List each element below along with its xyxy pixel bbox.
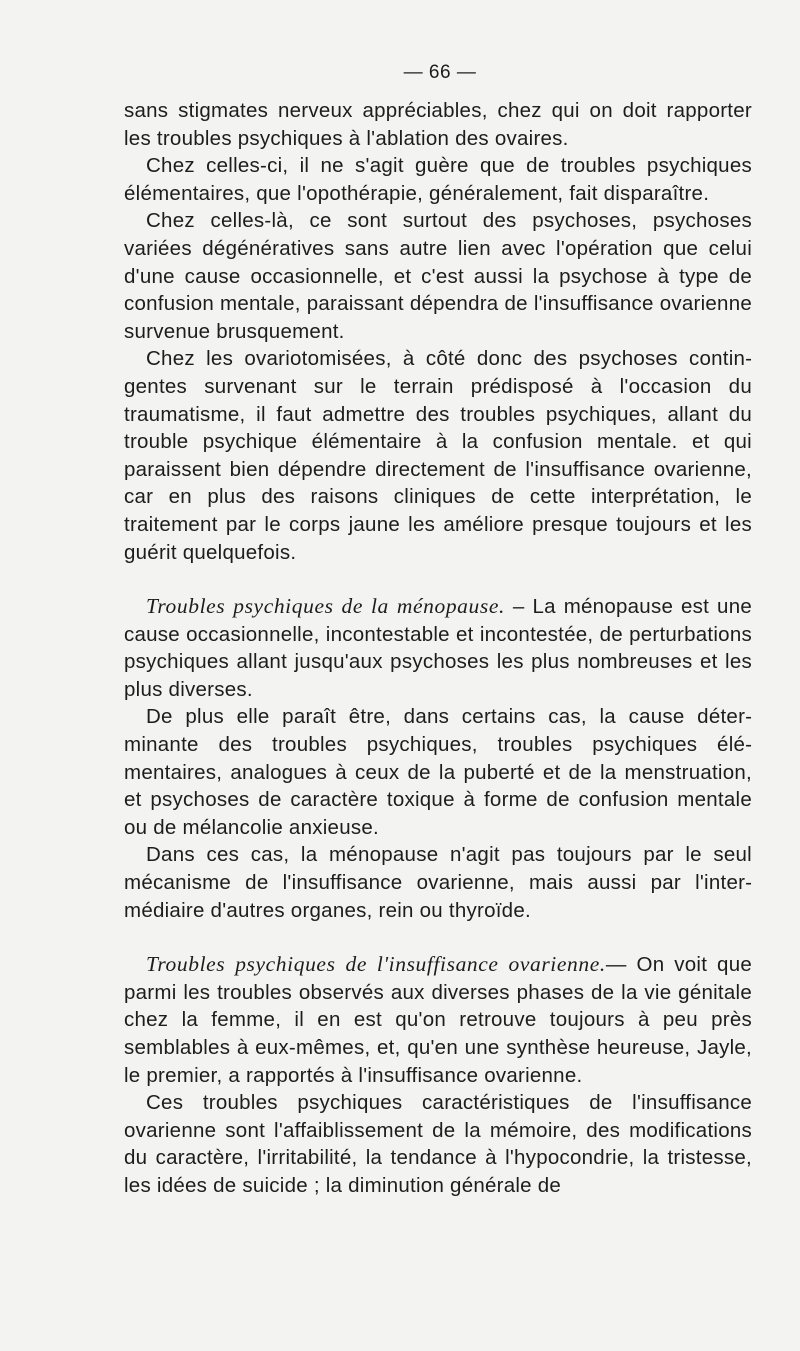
paragraph: Ces troubles psychiques caractéristiques de l'insuffisance ovarienne sont l'affaiblissement de la mémoire, des modifications du caractère, l'irritabilité, la tendance à l'hypocondrie, la tristesse, les idées de suicide ; la diminution générale de	[124, 1091, 752, 1197]
paragraph: Chez celles-ci, il ne s'agit guère que de troubles psychiques élémentaires, que l'opothérapie, généralement, fait disparaître.	[124, 154, 752, 205]
text-body	[124, 97, 752, 1200]
paragraph: Chez les ovariotomisées, à côté donc des psychoses contingentes survenant sur le terrain prédisposé à l'occasion du traumatisme, il faut admettre des troubles psychiques, allant du trouble psychique élémentaire à la confusion mentale. et qui paraissent bien dépendre directement de l'insuffisance ovarienne, car en plus des raisons cliniques de cette interprétation, le traitement par le corps jaune les améliore presque toujours et les guérit quelquefois.	[124, 347, 752, 564]
paragraph: Dans ces cas, la ménopause n'agit pas toujours par le seul mécanisme de l'insuffisance ovarienne, mais aussi par l'intermédiaire d'autres organes, rein ou thyroïde.	[124, 843, 752, 922]
section-insuffisance-lead-text: — On voit que parmi les troubles observés aux diverses phases de la vie génitale chez la femme, il en est qu'on retrouve toujours à peu près semblables à eux-mêmes, et, qu'en une synthèse heureuse, Jayle, le premier, a rapportés à l'insuffisance ovarienne.	[124, 953, 752, 1087]
section-menopause-lead-text: – La ménopause est une cause occasionnelle, incontestable et incontestée, de perturbations psychiques allant jusqu'aux psychoses les plus nombreuses et les plus diverses.	[124, 595, 752, 701]
section-title-insuffisance: Troubles psychiques de l'insuffisance ovarienne.	[146, 952, 606, 977]
section-menopause-lead-paragraph	[124, 593, 752, 703]
section-insuffisance-lead-paragraph	[124, 951, 752, 1089]
paragraph: De plus elle paraît être, dans certains cas, la cause déterminante des troubles psychiques, troubles psychiques élémentaires, analogues à ceux de la puberté et de la menstruation, et psychoses de caractère toxique à forme de confusion mentale ou de mélancolie anxieuse.	[124, 705, 752, 839]
paragraph: Chez celles-là, ce sont surtout des psychoses, psychoses variées dégénératives sans autre lien avec l'opération que celui d'une cause occasionnelle, et c'est aussi la psychose à type de confusion mentale, paraissant dépendra de l'insuffisance ovarienne survenue brusquement.	[124, 209, 752, 343]
section-title-menopause: Troubles psychiques de la ménopause.	[146, 594, 505, 619]
paragraph-continuation: sans stigmates nerveux appréciables, chez qui on doit rapporter les troubles psychiques à l'ablation des ovaires.	[124, 99, 752, 150]
page-number: — 66 —	[403, 62, 477, 83]
